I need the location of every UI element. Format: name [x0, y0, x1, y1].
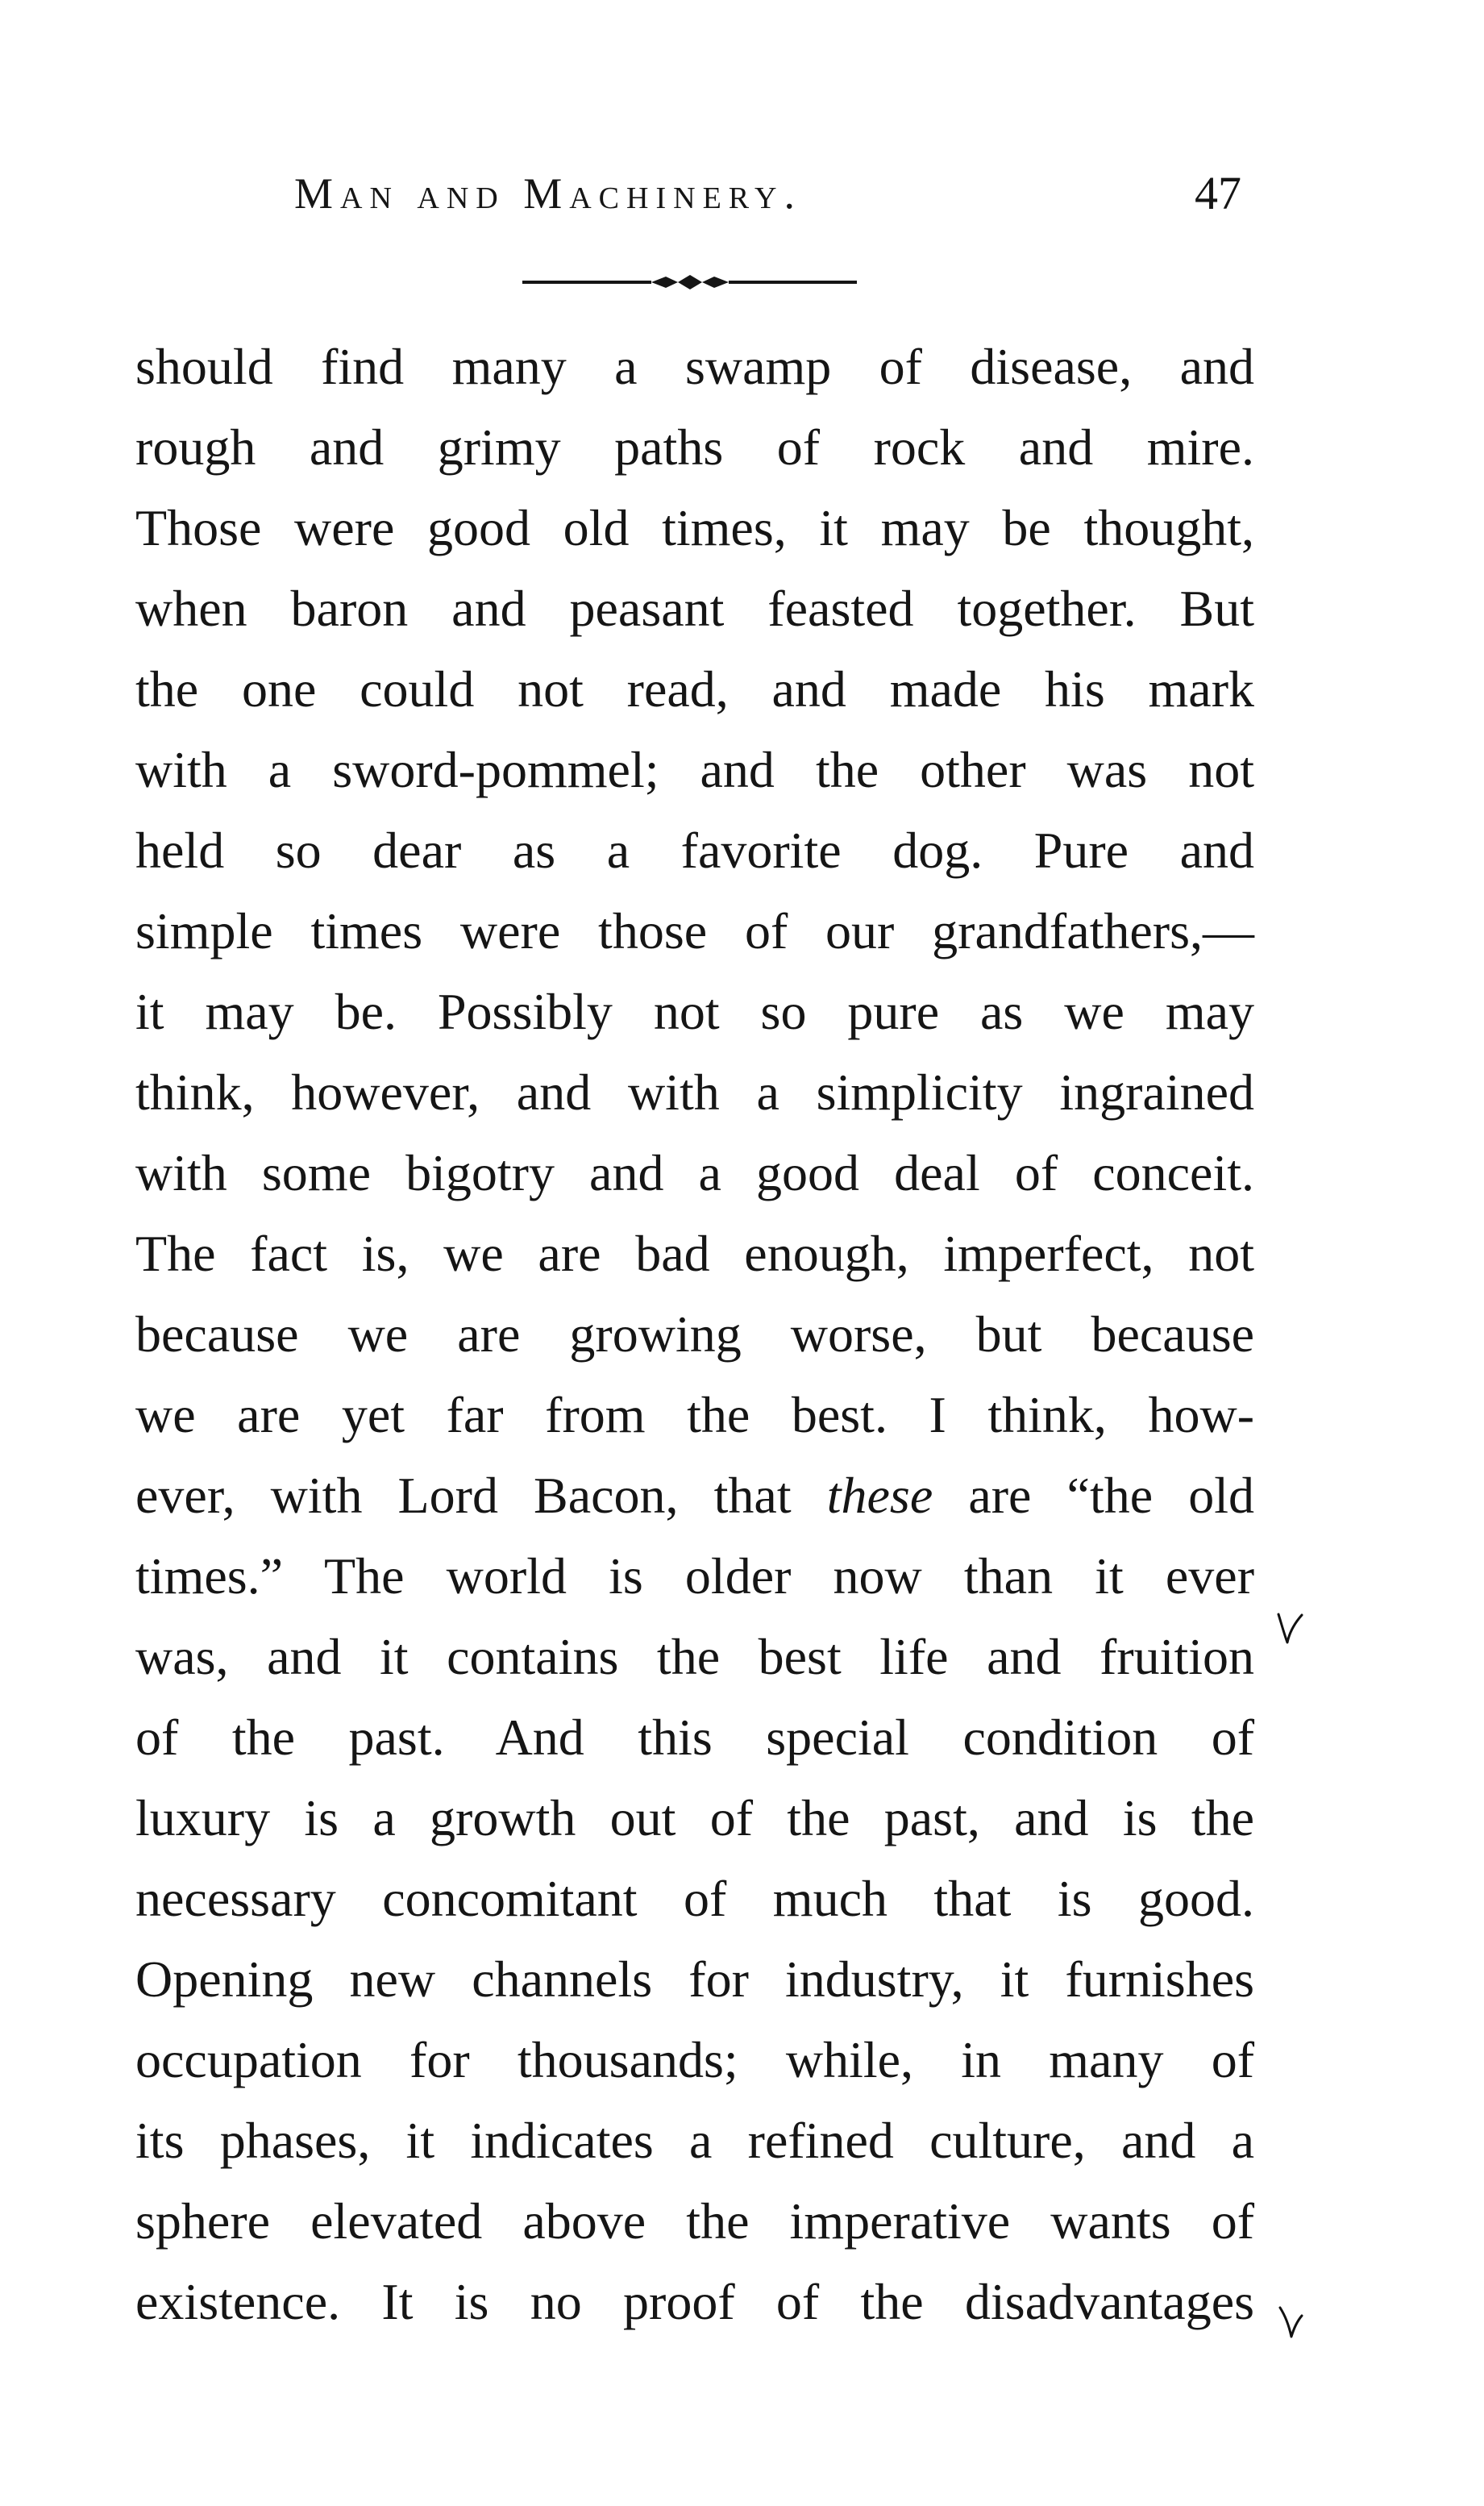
page-number: 47 [1195, 167, 1241, 219]
check-mark-icon [1277, 2302, 1309, 2342]
text-line: its phases, it indicates a refined culture, and a [135, 2112, 1254, 2169]
text-line: sphere elevated above the imperative wants of [135, 2192, 1254, 2250]
text-line: simple times were those of our grandfathers,— [135, 902, 1254, 960]
text-line: because we are growing worse, but because [135, 1305, 1254, 1363]
text-line: necessary concomitant of much that is good. [135, 1870, 1254, 1927]
text-line: occupation for thousands; while, in many of [135, 2031, 1254, 2088]
check-mark-icon [1274, 1609, 1306, 1649]
text-line: was, and it contains the best life and fruition [135, 1628, 1254, 1685]
ornament-graphic [522, 273, 857, 292]
rule-ornament [522, 273, 857, 292]
text-line: The fact is, we are bad enough, imperfect, not [135, 1225, 1254, 1282]
text-line-end: are “the old [968, 1467, 1255, 1524]
text-line: when baron and peasant feasted together. But [135, 580, 1254, 637]
text-line: the one could not read, and made his mark [135, 660, 1254, 718]
text-line: Those were good old times, it may be thought, [135, 499, 1254, 556]
body-text [135, 327, 1254, 2342]
italic-emphasis: these [826, 1467, 933, 1524]
text-line: should find many a swamp of disease, and [135, 338, 1254, 395]
text-line: think, however, and with a simplicity ingrained [135, 1064, 1254, 1121]
text-line: existence. It is no proof of the disadvantages [135, 2273, 1254, 2330]
text-line: with a sword-pommel; and the other was not [135, 741, 1254, 798]
text-line: with some bigotry and a good deal of conceit. [135, 1144, 1254, 1201]
running-head [294, 161, 1241, 226]
text-line: held so dear as a favorite dog. Pure and [135, 822, 1254, 879]
text-line: of the past. And this special condition of [135, 1709, 1254, 1766]
text-line: Opening new channels for industry, it furnishes [135, 1950, 1254, 2008]
text-line: it may be. Possibly not so pure as we may [135, 983, 1254, 1040]
text-line-start: ever, with Lord Bacon, that [135, 1467, 792, 1524]
running-title: Man and Machinery. [294, 169, 802, 218]
text-line [135, 1455, 1254, 1536]
text-line: luxury is a growth out of the past, and is the [135, 1789, 1254, 1846]
text-line: rough and grimy paths of rock and mire. [135, 418, 1254, 476]
text-line: times.” The world is older now than it ever [135, 1547, 1254, 1605]
text-line: we are yet far from the best. I think, how- [135, 1386, 1254, 1443]
